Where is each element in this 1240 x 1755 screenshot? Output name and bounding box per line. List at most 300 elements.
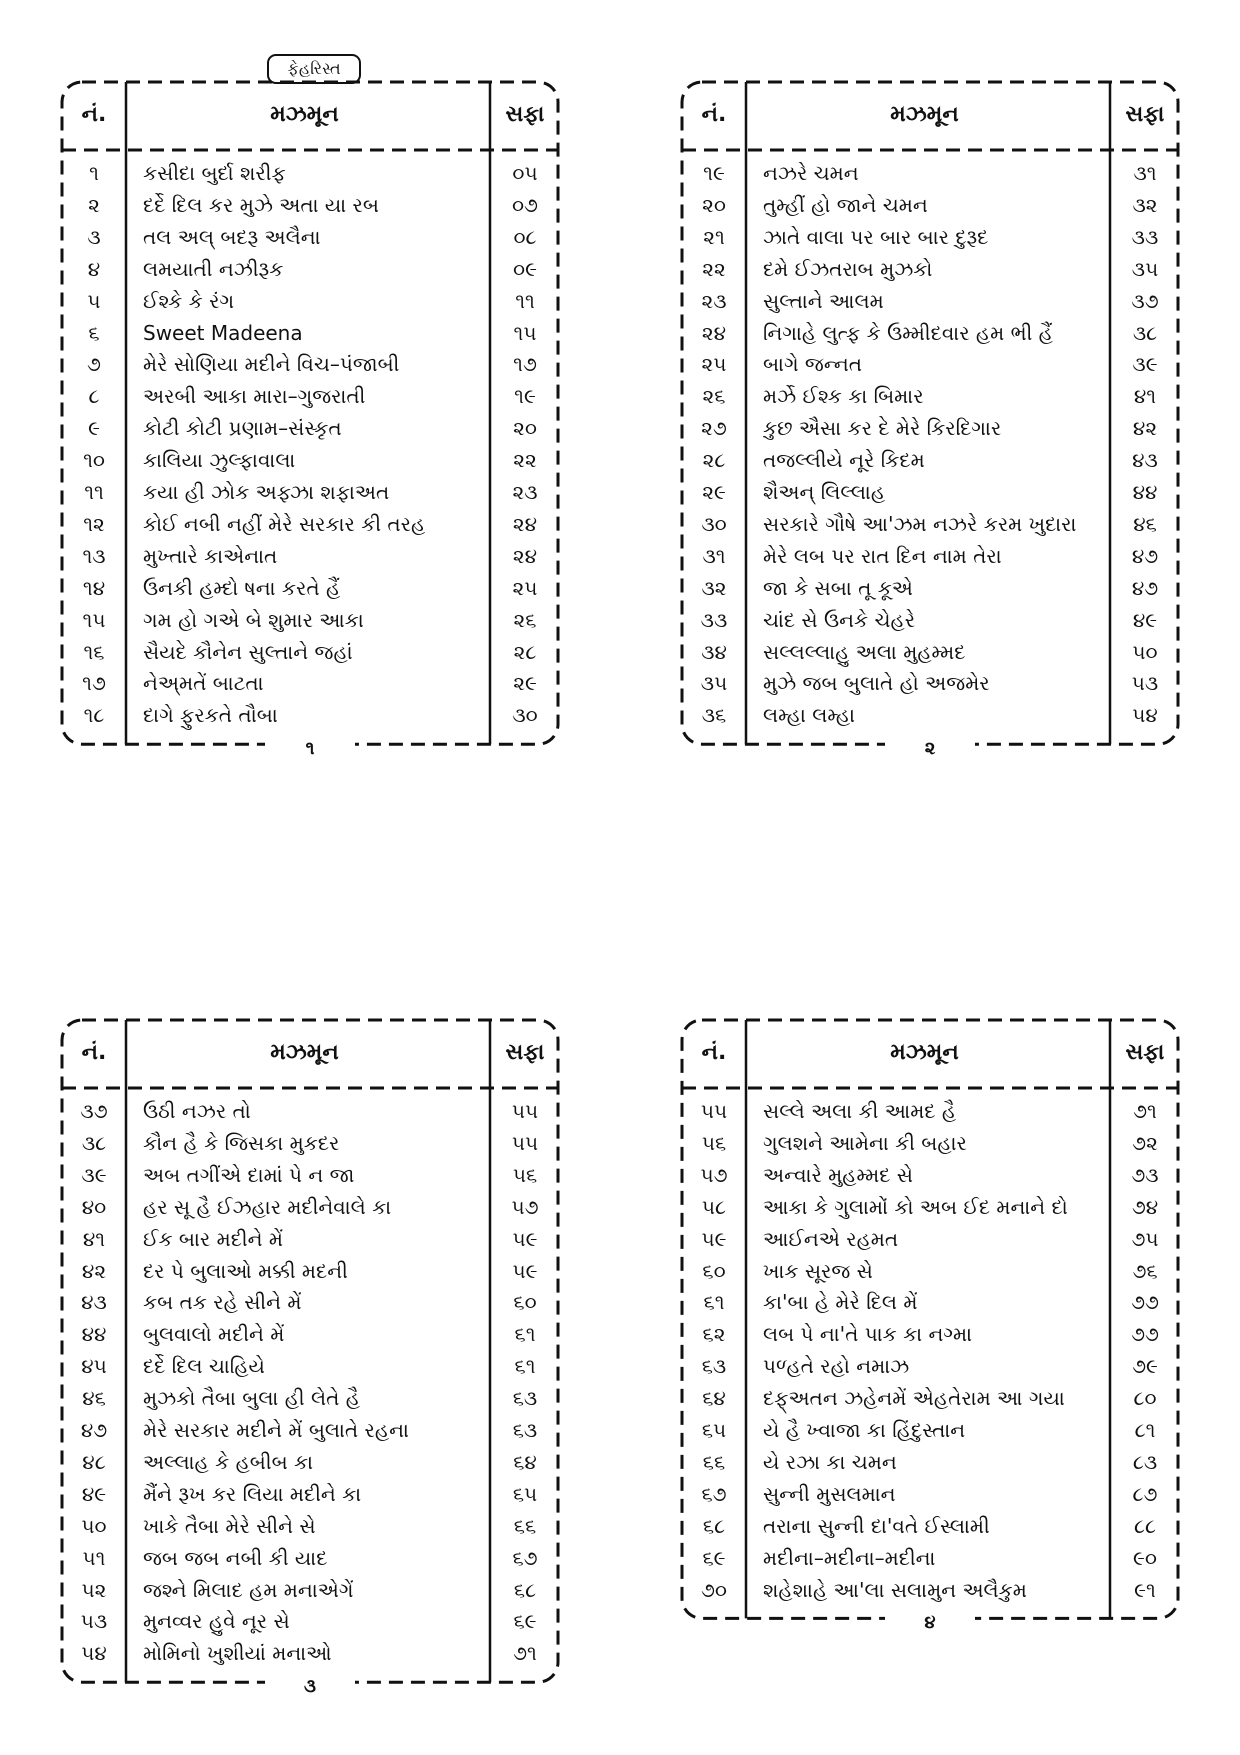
table-row (680, 158, 1180, 190)
entry-page: ૫૦ (1132, 639, 1158, 664)
entry-page: ૭૭ (1131, 1290, 1159, 1315)
entry-title: કોટી કોટી પ્રણામ–સંસ્કૃત (143, 416, 342, 441)
entry-page: ૩૦ (512, 703, 538, 728)
entry-title: મૈંને રૂખ કર લિયા મદીને કા (143, 1481, 362, 1506)
table-row (680, 349, 1180, 381)
entry-number: ૩ (87, 224, 101, 249)
entry-page: ૧૯ (514, 384, 536, 409)
entry-page: ૦૫ (512, 161, 538, 185)
entry-number: ૬૩ (701, 1354, 727, 1379)
entry-page: ૯૦ (1133, 1545, 1157, 1570)
entry-number: ૧૫ (82, 607, 106, 632)
document-title-badge: ફેહરિસ્ત (267, 54, 361, 84)
entry-page: ૨૯ (513, 671, 537, 696)
table-row (60, 605, 560, 637)
table-row (680, 1160, 1180, 1192)
entry-title: નિગાહે લુત્ફ કે ઉમ્મીદવાર હમ ભી હૈં (763, 320, 1053, 345)
entry-page: ૫૯ (512, 1258, 538, 1283)
table-row (60, 1128, 560, 1160)
table-row (680, 1479, 1180, 1511)
index-table-1 (60, 80, 560, 760)
table-row (60, 1319, 560, 1351)
header-page: સફા (505, 1040, 545, 1065)
entry-page: ૭૨ (1132, 1130, 1158, 1155)
entry-title: ઉનકી હમ્દો ષના કરતે હૈં (143, 575, 341, 600)
entry-page: ૬૯ (513, 1609, 537, 1634)
entry-number: ૨૬ (702, 384, 726, 409)
entry-title: અન્વારે મુહમ્મદ સે (763, 1162, 913, 1187)
entry-page: ૬૮ (513, 1577, 537, 1602)
entry-page: ૧૭ (513, 352, 537, 377)
entry-page: ૦૯ (513, 256, 537, 281)
entry-title: લબ પે ના'તે પાક કા નગ્મા (763, 1322, 973, 1347)
entry-title: આઈનએ રહમત (763, 1226, 899, 1251)
entry-title: તરાના સુન્ની દા'વતે ઈસ્લામી (763, 1513, 990, 1538)
entry-page: ૮૩ (1132, 1449, 1158, 1474)
entry-number: ૫૮ (701, 1194, 727, 1219)
entry-page: ૬૩ (512, 1386, 538, 1411)
entry-title: લમયાતી નઝીરૂક (143, 256, 284, 281)
entry-number: ૫૭ (700, 1162, 728, 1187)
entry-page: ૪૧ (1133, 384, 1157, 409)
entry-title: સુલ્તાને આલમ (763, 288, 884, 313)
entry-title: તજલ્લીયે નૂરે કિદમ (763, 448, 925, 473)
table-row (60, 1351, 560, 1383)
table-row (680, 573, 1180, 605)
entry-title: લમ્હા લમ્હા (763, 703, 856, 728)
header-title: મઝમૂન (270, 102, 339, 127)
table-row (680, 1351, 1180, 1383)
entry-title: જા કે સબા તૂ કૂએ (763, 575, 913, 600)
entry-title: સરકારે ગૌષે આ'ઝમ નઝરે કરમ ખુદારા (763, 511, 1077, 536)
entry-page: ૨૮ (513, 639, 537, 664)
entry-title: દફ્અતન ઝહેનમેં એહતેરામ આ ગયા (763, 1386, 1065, 1411)
entry-page: ૬૭ (512, 1545, 538, 1570)
table-row (60, 1479, 560, 1511)
page-footer-number: ૪ (885, 1614, 975, 1632)
entry-title: અરબી આકા મારા–ગુજરાતી (143, 384, 366, 409)
entry-number: ૧૩ (82, 543, 106, 568)
table-row (60, 541, 560, 573)
entry-title: કુછ ઐસા કર દે મેરે કિરદિગાર (763, 416, 1002, 441)
entry-number: ૬૭ (701, 1481, 727, 1506)
table-row (60, 1287, 560, 1319)
table-row (60, 1224, 560, 1256)
entry-number: ૩૦ (701, 511, 727, 536)
table-row (680, 1096, 1180, 1128)
entry-number: ૩૩ (700, 607, 728, 632)
entry-page: ૮૭ (1132, 1481, 1158, 1506)
entry-page: ૭૪ (1131, 1194, 1159, 1219)
entry-number: ૬૪ (702, 1386, 726, 1411)
table-row (60, 477, 560, 509)
entry-number: ૧૬ (83, 639, 105, 664)
entry-title: કાલિયા ઝુલ્ફાવાલા (143, 448, 296, 473)
entry-title: અલ્લાહ કે હબીબ કા (143, 1449, 314, 1474)
entry-page: ૫૫ (511, 1099, 539, 1123)
entry-title: બુલવાલો મદીને મેં (143, 1322, 285, 1347)
table-row (680, 1224, 1180, 1256)
table-row (680, 445, 1180, 477)
entry-title: મુઝે જબ બુલાતે હો અજમેર (763, 671, 990, 696)
entry-number: ૧૮ (83, 703, 105, 728)
entry-number: ૪૯ (81, 1481, 107, 1506)
entry-title: દમે ઈઝતરાબ મુઝકો (763, 256, 933, 281)
table-row (60, 1096, 560, 1128)
table-row (60, 1447, 560, 1479)
table-row (60, 254, 560, 286)
table-row (60, 1192, 560, 1224)
entry-number: ૫૦ (81, 1513, 107, 1538)
entry-number: ૫૬ (701, 1130, 727, 1155)
table-header (60, 88, 560, 148)
entry-number: ૮ (88, 384, 100, 409)
table-row (60, 318, 560, 350)
header-no: નં. (701, 1040, 727, 1065)
table-row (60, 637, 560, 669)
table-row (60, 1575, 560, 1607)
entry-number: ૩૪ (701, 639, 727, 664)
entry-number: ૪૧ (82, 1226, 106, 1251)
entry-number: ૧૨ (83, 511, 105, 536)
table-row (680, 477, 1180, 509)
entry-title: સલ્લે અલા કી આમદ હૈ (763, 1099, 957, 1123)
header-no: નં. (81, 1040, 107, 1065)
entry-number: ૧૦ (83, 448, 105, 473)
entry-title: જશ્ને મિલાદ હમ મનાએગેં (143, 1577, 354, 1602)
entry-title: તુમ્હીં હો જાને ચમન (763, 192, 928, 217)
entry-page: ૪૯ (1132, 607, 1158, 632)
entry-title: કયા હી ઝોક અફ્ઝા શફાઅત (143, 480, 390, 504)
entry-title: પળ્હતે રહો નમાઝ (763, 1354, 910, 1379)
page-footer-number: ૩ (265, 1678, 355, 1696)
entry-page: ૦૮ (513, 224, 537, 249)
entry-number: ૬૯ (702, 1545, 726, 1570)
table-row (680, 509, 1180, 541)
table-row (680, 318, 1180, 350)
entry-page: ૩૩ (1131, 224, 1159, 249)
entry-number: ૪૮ (82, 1449, 106, 1474)
entry-number: ૨૦ (702, 192, 726, 217)
table-row (60, 286, 560, 318)
entry-page: ૪૭ (1131, 575, 1159, 600)
entry-number: ૩૫ (700, 671, 728, 696)
entry-page: ૮૧ (1134, 1418, 1156, 1442)
entry-number: ૨૩ (701, 288, 727, 313)
entry-page: ૬૫ (512, 1481, 538, 1506)
entry-title: ઈક બાર મદીને મેં (143, 1226, 283, 1251)
table-row (60, 700, 560, 732)
entry-number: ૪૦ (81, 1194, 107, 1219)
entry-page: ૩૧ (1133, 161, 1157, 185)
entry-number: ૪૬ (82, 1386, 106, 1411)
entry-page: ૪૭ (1131, 543, 1159, 568)
entry-title: હર સૂ હૈ ઈઝહાર મદીનેવાલે કા (143, 1194, 392, 1219)
header-no: નં. (81, 102, 107, 127)
entry-title: યે હૈ ખ્વાજા કા હિંદુસ્તાન (763, 1418, 966, 1442)
entry-number: ૨૧ (703, 224, 725, 249)
entry-number: ૬૬ (702, 1449, 726, 1474)
entry-page: ૫૬ (512, 1162, 538, 1187)
table-row (680, 1447, 1180, 1479)
entry-page: ૯૧ (1134, 1577, 1156, 1602)
entry-page: ૩૯ (1132, 352, 1158, 377)
entry-title: કોઈ નબી નહીં મેરે સરકાર કી તરહ (143, 511, 426, 536)
entry-number: ૯ (88, 416, 100, 441)
entry-number: ૪૭ (80, 1418, 108, 1442)
table-row (60, 509, 560, 541)
entry-title: મુખ્તારે કાએનાત (143, 543, 278, 568)
entry-number: ૬૮ (702, 1513, 726, 1538)
table-row (680, 222, 1180, 254)
page-footer-number: ૧ (265, 740, 355, 758)
header-page: સફા (1125, 1040, 1165, 1065)
entry-page: ૨૪ (512, 543, 538, 568)
entry-title: મુઝકો તૈબા બુલા હી લેતે હૈ (143, 1386, 360, 1411)
entry-page: ૫૪ (1132, 703, 1158, 728)
table-row (60, 190, 560, 222)
entry-title: કા'બા હે મેરે દિલ મેં (763, 1290, 918, 1315)
entry-title: ગુલશને આમેના કી બહાર (763, 1130, 967, 1155)
table-row (680, 1511, 1180, 1543)
entry-page: ૪૨ (1132, 416, 1158, 441)
entry-number: ૩૧ (702, 543, 726, 568)
entry-title: અબ તગીંએ દામાં પે ન જા (143, 1162, 355, 1187)
entry-title: ચાંદ સે ઉનકે ચેહરે (763, 607, 916, 632)
entry-number: ૩૭ (80, 1099, 108, 1123)
entry-number: ૨૯ (702, 480, 726, 504)
table-row (680, 190, 1180, 222)
table-row (680, 1192, 1180, 1224)
entry-number: ૩૨ (701, 575, 727, 600)
entry-page: ૬૧ (514, 1322, 536, 1347)
entry-page: ૨૬ (513, 607, 537, 632)
table-header (680, 1026, 1180, 1086)
entry-title: મર્ઝે ઈશ્ક કા બિમાર (763, 384, 924, 409)
entry-title: દર પે બુલાઓ મક્કી મદની (143, 1258, 348, 1283)
entry-number: ૨ (88, 192, 100, 217)
entry-title: જબ જબ નબી કી યાદ (143, 1545, 328, 1570)
table-header (60, 1026, 560, 1086)
entry-title: Sweet Madeena (143, 320, 303, 345)
table-row (60, 573, 560, 605)
table-row (60, 1256, 560, 1288)
entry-number: ૪૨ (81, 1258, 107, 1283)
entry-number: ૬૨ (702, 1322, 726, 1347)
entry-page: ૫૭ (511, 1194, 539, 1219)
entry-title: આકા કે ગુલામોં કો અબ ઈદ મનાને દો (763, 1194, 1068, 1219)
entry-page: ૨૨ (513, 448, 537, 473)
entry-number: ૨૭ (701, 416, 727, 441)
entry-number: ૭ (87, 352, 101, 377)
table-row (680, 637, 1180, 669)
entry-title: મેરે લબ પર રાત દિન નામ તેરા (763, 543, 1002, 568)
entry-title: મોમિનો ખુશીયાં મનાઓ (143, 1641, 332, 1666)
entry-page: ૭૧ (1133, 1099, 1157, 1123)
table-row (680, 254, 1180, 286)
table-row (60, 1511, 560, 1543)
entry-number: ૬૫ (701, 1418, 727, 1442)
header-title: મઝમૂન (890, 1040, 959, 1065)
entry-page: ૨૩ (512, 480, 538, 504)
entry-page: ૩૫ (1131, 256, 1159, 281)
entry-page: ૬૪ (513, 1449, 537, 1474)
entry-title: સૈયદે કૌનેન સુલ્તાને જહાં (143, 639, 353, 664)
entry-title: મુનવ્વર હુવે નૂર સે (143, 1609, 290, 1634)
entry-page: ૭૬ (1132, 1258, 1158, 1283)
entry-number: ૪ (87, 256, 101, 281)
entry-title: શૈઅન્ લિલ્લાહ (763, 480, 886, 504)
entry-page: ૫૩ (1131, 671, 1159, 696)
entry-title: સલ્લલ્લાહુ અલા મુહમ્મદ (763, 639, 966, 664)
entry-title: તલ અલ્ બદરૂ અલૈના (143, 224, 321, 249)
table-row (60, 381, 560, 413)
entry-number: ૩૯ (81, 1162, 107, 1187)
entry-number: ૪૩ (81, 1290, 107, 1315)
index-table-2 (680, 80, 1180, 760)
entry-number: ૬૦ (702, 1258, 726, 1283)
entry-page: ૬૬ (513, 1513, 537, 1538)
entry-title: ખાકે તૈબા મેરે સીને સે (143, 1513, 316, 1538)
table-row (680, 1287, 1180, 1319)
entry-title: દાગે ફુરકતે તૌબા (143, 703, 278, 728)
table-row (680, 605, 1180, 637)
entry-title: શહેશાહે આ'લા સલામુન અલૈકુમ (763, 1577, 1027, 1602)
entry-number: ૪૫ (81, 1354, 107, 1379)
entry-title: નઝરે ચમન (763, 161, 859, 185)
entry-number: ૫૧ (82, 1545, 106, 1570)
entry-page: ૧૫ (513, 320, 537, 345)
entry-page: ૭૭ (1131, 1322, 1159, 1347)
table-row (680, 700, 1180, 732)
entry-number: ૧૪ (82, 575, 106, 600)
entry-number: ૫૨ (81, 1577, 107, 1602)
table-row (680, 413, 1180, 445)
entry-page: ૨૦ (513, 416, 537, 441)
entry-title: મદીના–મદીના–મદીના (763, 1545, 936, 1570)
entry-page: ૩૨ (1132, 192, 1158, 217)
table-row (60, 1638, 560, 1670)
entry-number: ૩૮ (81, 1130, 107, 1155)
entry-page: ૬૩ (512, 1418, 538, 1442)
entry-title: સુન્ની મુસલમાન (763, 1481, 896, 1506)
table-row (60, 222, 560, 254)
entry-number: ૬૧ (703, 1290, 725, 1315)
table-row (680, 286, 1180, 318)
table-row (680, 381, 1180, 413)
entry-page: ૧૧ (515, 288, 535, 313)
entry-page: ૭૯ (1132, 1354, 1158, 1379)
entry-number: ૬ (88, 320, 100, 345)
entry-number: ૩૬ (701, 703, 727, 728)
entry-number: ૧૯ (703, 161, 725, 185)
entry-page: ૨૫ (512, 575, 538, 600)
entry-page: ૭૧ (513, 1641, 537, 1666)
entry-page: ૪૪ (1132, 480, 1158, 504)
entry-page: ૫૫ (511, 1130, 539, 1155)
entry-number: ૫૪ (81, 1641, 107, 1666)
table-row (680, 1415, 1180, 1447)
entry-page: ૬૦ (513, 1290, 537, 1315)
table-row (60, 445, 560, 477)
entry-page: ૪૬ (1133, 511, 1157, 536)
entry-number: ૨૪ (701, 320, 727, 345)
entry-number: ૫૯ (701, 1226, 727, 1251)
entry-page: ૫૯ (512, 1226, 538, 1251)
entry-number: ૨૫ (701, 352, 727, 377)
entry-page: ૮૮ (1134, 1513, 1156, 1538)
entry-title: ઝાતે વાલા પર બાર બાર દુરૂદ (763, 224, 989, 249)
entry-title: દર્દે દિલ કર મુઝે અતા યા રબ (143, 192, 379, 217)
table-row (60, 1606, 560, 1638)
entry-title: કૌન હૈ કે જિસકા મુકદર (143, 1130, 340, 1155)
entry-title: ઈશ્કે કે રંગ (143, 288, 235, 313)
table-row (680, 1128, 1180, 1160)
index-table-4 (680, 1018, 1180, 1634)
table-row (680, 1319, 1180, 1351)
table-row (60, 1415, 560, 1447)
entry-page: ૬૧ (514, 1354, 536, 1379)
header-no: નં. (701, 102, 727, 127)
entry-number: ૧૧ (84, 480, 104, 504)
entry-title: બાગે જન્નત (763, 352, 863, 377)
table-row (680, 541, 1180, 573)
table-row (680, 1543, 1180, 1575)
page-footer-number: ૨ (885, 740, 975, 758)
entry-number: ૫ (87, 288, 101, 313)
table-row (680, 1575, 1180, 1607)
entry-page: ૭૫ (1131, 1226, 1159, 1251)
table-row (680, 1383, 1180, 1415)
entry-title: મેરે સોણિયા મદીને વિચ–પંજાબી (143, 352, 400, 377)
entry-title: ઉઠી નઝર તો (143, 1099, 251, 1123)
entry-title: કબ તક રહે સીને મેં (143, 1290, 302, 1315)
header-title: મઝમૂન (890, 102, 959, 127)
table-row (60, 413, 560, 445)
header-page: સફા (1125, 102, 1165, 127)
entry-number: ૫૫ (700, 1099, 728, 1123)
header-page: સફા (505, 102, 545, 127)
header-title: મઝમૂન (270, 1040, 339, 1065)
entry-title: યે રઝા કા ચમન (763, 1449, 897, 1474)
entry-number: ૧૭ (82, 671, 106, 696)
table-row (680, 668, 1180, 700)
index-table-3 (60, 1018, 560, 1698)
entry-title: નેઅ્મતેં બાટતા (143, 671, 264, 696)
entry-title: કસીદા બુર્દા શરીફ (143, 161, 286, 185)
entry-number: ૭૦ (701, 1577, 727, 1602)
table-header (680, 88, 1180, 148)
entry-title: ખાક સૂરજ સે (763, 1258, 873, 1283)
entry-number: ૨૮ (702, 448, 726, 473)
table-row (60, 1160, 560, 1192)
entry-number: ૫૩ (80, 1609, 108, 1634)
table-row (60, 349, 560, 381)
entry-page: ૩૭ (1131, 288, 1159, 313)
entry-page: ૩૮ (1132, 320, 1158, 345)
entry-number: ૪૪ (81, 1322, 107, 1347)
table-row (680, 1256, 1180, 1288)
entry-title: મેરે સરકાર મદીને મેં બુલાતે રહના (143, 1418, 409, 1442)
entry-page: ૨૪ (512, 511, 538, 536)
entry-page: ૭૩ (1131, 1162, 1159, 1187)
entry-page: ૮૦ (1133, 1386, 1157, 1411)
table-row (60, 158, 560, 190)
table-row (60, 668, 560, 700)
entry-title: દર્દે દિલ ચાહિયે (143, 1354, 265, 1379)
entry-number: ૨૨ (702, 256, 726, 281)
table-row (60, 1383, 560, 1415)
